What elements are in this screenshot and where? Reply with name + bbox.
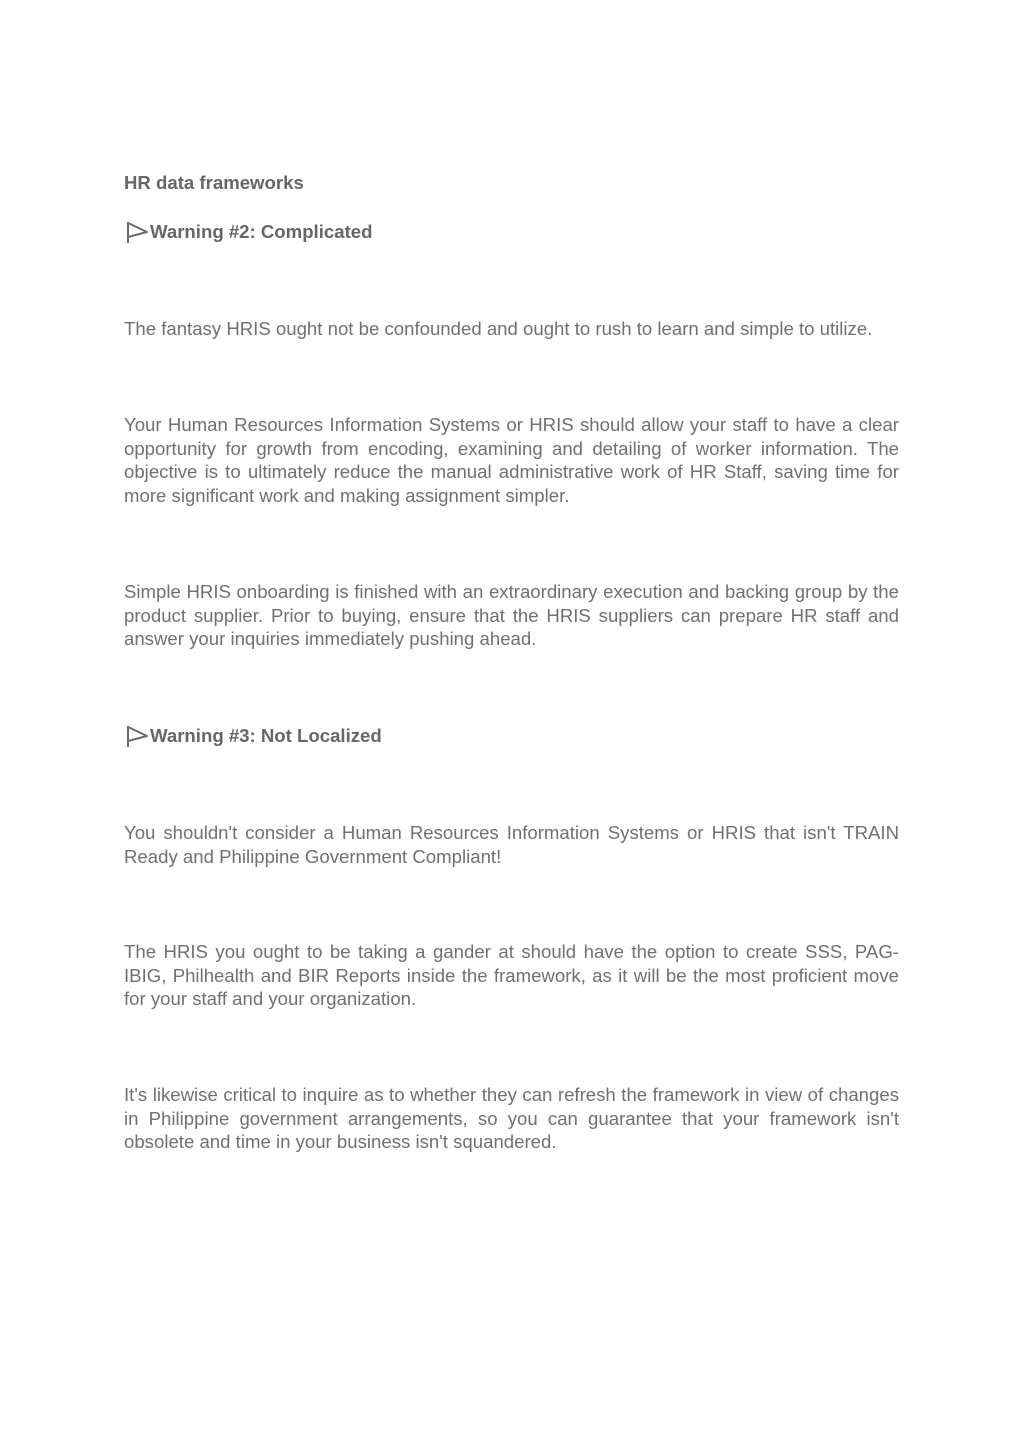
section-heading-text: Warning #3: Not Localized	[150, 725, 382, 747]
document-title: HR data frameworks	[124, 172, 304, 193]
paragraph: It's likewise critical to inquire as to whether they can refresh the framework in view of changes in Philippine government arrangements, so you can guarantee that your framework isn't obsolete and time in your business isn't squandered.	[124, 1084, 899, 1153]
flag-icon	[124, 724, 150, 748]
flag-icon	[124, 220, 150, 244]
paragraph: You shouldn't consider a Human Resources Information Systems or HRIS that isn't TRAIN Ready and Philippine Government Compliant!	[124, 822, 899, 867]
paragraph: Your Human Resources Information Systems or HRIS should allow your staff to have a clear opportunity for growth from encoding, examining and detailing of worker information. The objective is to ultimately reduce the manual administrative work of HR Staff, saving time for more significant work and making assignment simpler.	[124, 414, 899, 506]
paragraph: The fantasy HRIS ought not be confounded and ought to rush to learn and simple to utilize.	[124, 318, 873, 339]
section-heading-warning-3	[124, 724, 899, 748]
paragraph: The HRIS you ought to be taking a gander at should have the option to create SSS, PAG-IBIG, Philhealth and BIR Reports inside the framework, as it will be the most proficient move for your staff and your organization.	[124, 941, 899, 1010]
paragraph: Simple HRIS onboarding is finished with an extraordinary execution and backing group by the product supplier. Prior to buying, ensure that the HRIS suppliers can prepare HR staff and answer your inquiries immediately pushing ahead.	[124, 581, 899, 650]
section-heading-warning-2	[124, 220, 899, 244]
section-heading-text: Warning #2: Complicated	[150, 221, 373, 243]
